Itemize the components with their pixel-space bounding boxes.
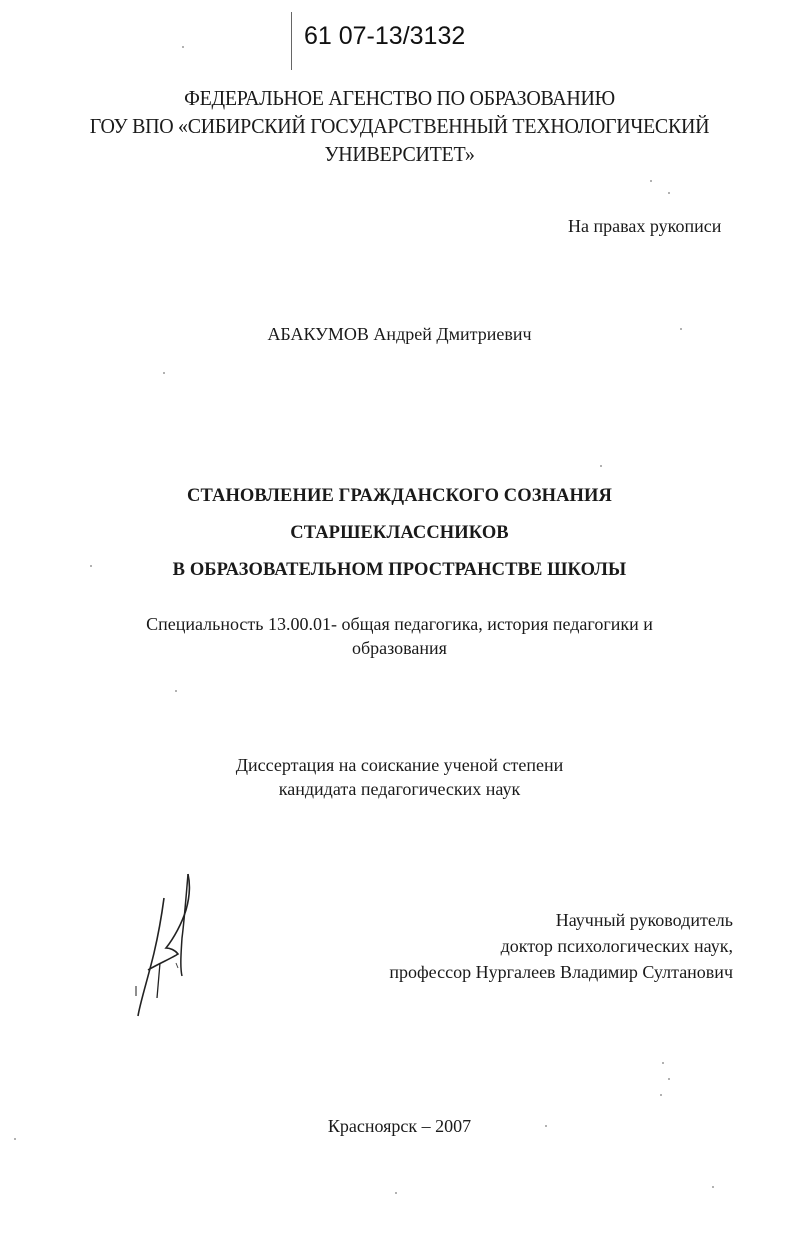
specialty-line: образования (352, 638, 447, 658)
specialty-line: Специальность 13.00.01- общая педагогика, история педагогики и (146, 614, 653, 634)
advisor-line: Научный руководитель (555, 910, 733, 930)
scan-speck (650, 180, 652, 182)
scan-speck (662, 1062, 664, 1064)
scan-speck (14, 1138, 16, 1140)
scan-speck (395, 1192, 397, 1194)
scan-speck (182, 46, 184, 48)
scan-speck (163, 372, 165, 374)
advisor-line: профессор Нургалеев Владимир Султанович (389, 962, 733, 982)
scan-speck (90, 565, 92, 567)
specialty (0, 612, 799, 660)
degree-line: Диссертация на соискание ученой степени (235, 755, 564, 775)
stamp-margin-line (291, 12, 292, 70)
scan-speck (680, 328, 682, 330)
dissertation-title (0, 478, 799, 589)
scan-speck (600, 465, 602, 467)
city-year: Красноярск – 2007 (327, 1116, 472, 1136)
signature-icon (130, 868, 200, 1018)
registry-number: 61 07-13/3132 (304, 22, 466, 50)
organization-line: УНИВЕРСИТЕТ» (324, 142, 475, 166)
scan-speck (175, 690, 177, 692)
organization-line: ФЕДЕРАЛЬНОЕ АГЕНСТВО ПО ОБРАЗОВАНИЮ (184, 86, 615, 110)
title-line: В ОБРАЗОВАТЕЛЬНОМ ПРОСТРАНСТВЕ ШКОЛЫ (172, 560, 627, 580)
title-line: СТАНОВЛЕНИЕ ГРАЖДАНСКОГО СОЗНАНИЯ (187, 486, 612, 506)
manuscript-note: На правах рукописи (568, 216, 722, 236)
scan-speck (668, 1078, 670, 1080)
organization-header (20, 84, 779, 168)
scan-speck (668, 192, 670, 194)
scientific-advisor (389, 907, 733, 985)
scan-speck (712, 1186, 714, 1188)
title-line: СТАРШЕКЛАССНИКОВ (290, 523, 509, 543)
scan-speck (660, 1094, 662, 1096)
author-name: АБАКУМОВ Андрей Дмитриевич (267, 324, 532, 344)
scan-speck (545, 1125, 547, 1127)
organization-line: ГОУ ВПО «СИБИРСКИЙ ГОСУДАРСТВЕННЫЙ ТЕХНОЛОГИЧЕСКИЙ (89, 114, 710, 138)
degree-line: кандидата педагогических наук (278, 779, 521, 799)
degree-statement (0, 753, 799, 801)
advisor-line: доктор психологических наук, (500, 936, 733, 956)
